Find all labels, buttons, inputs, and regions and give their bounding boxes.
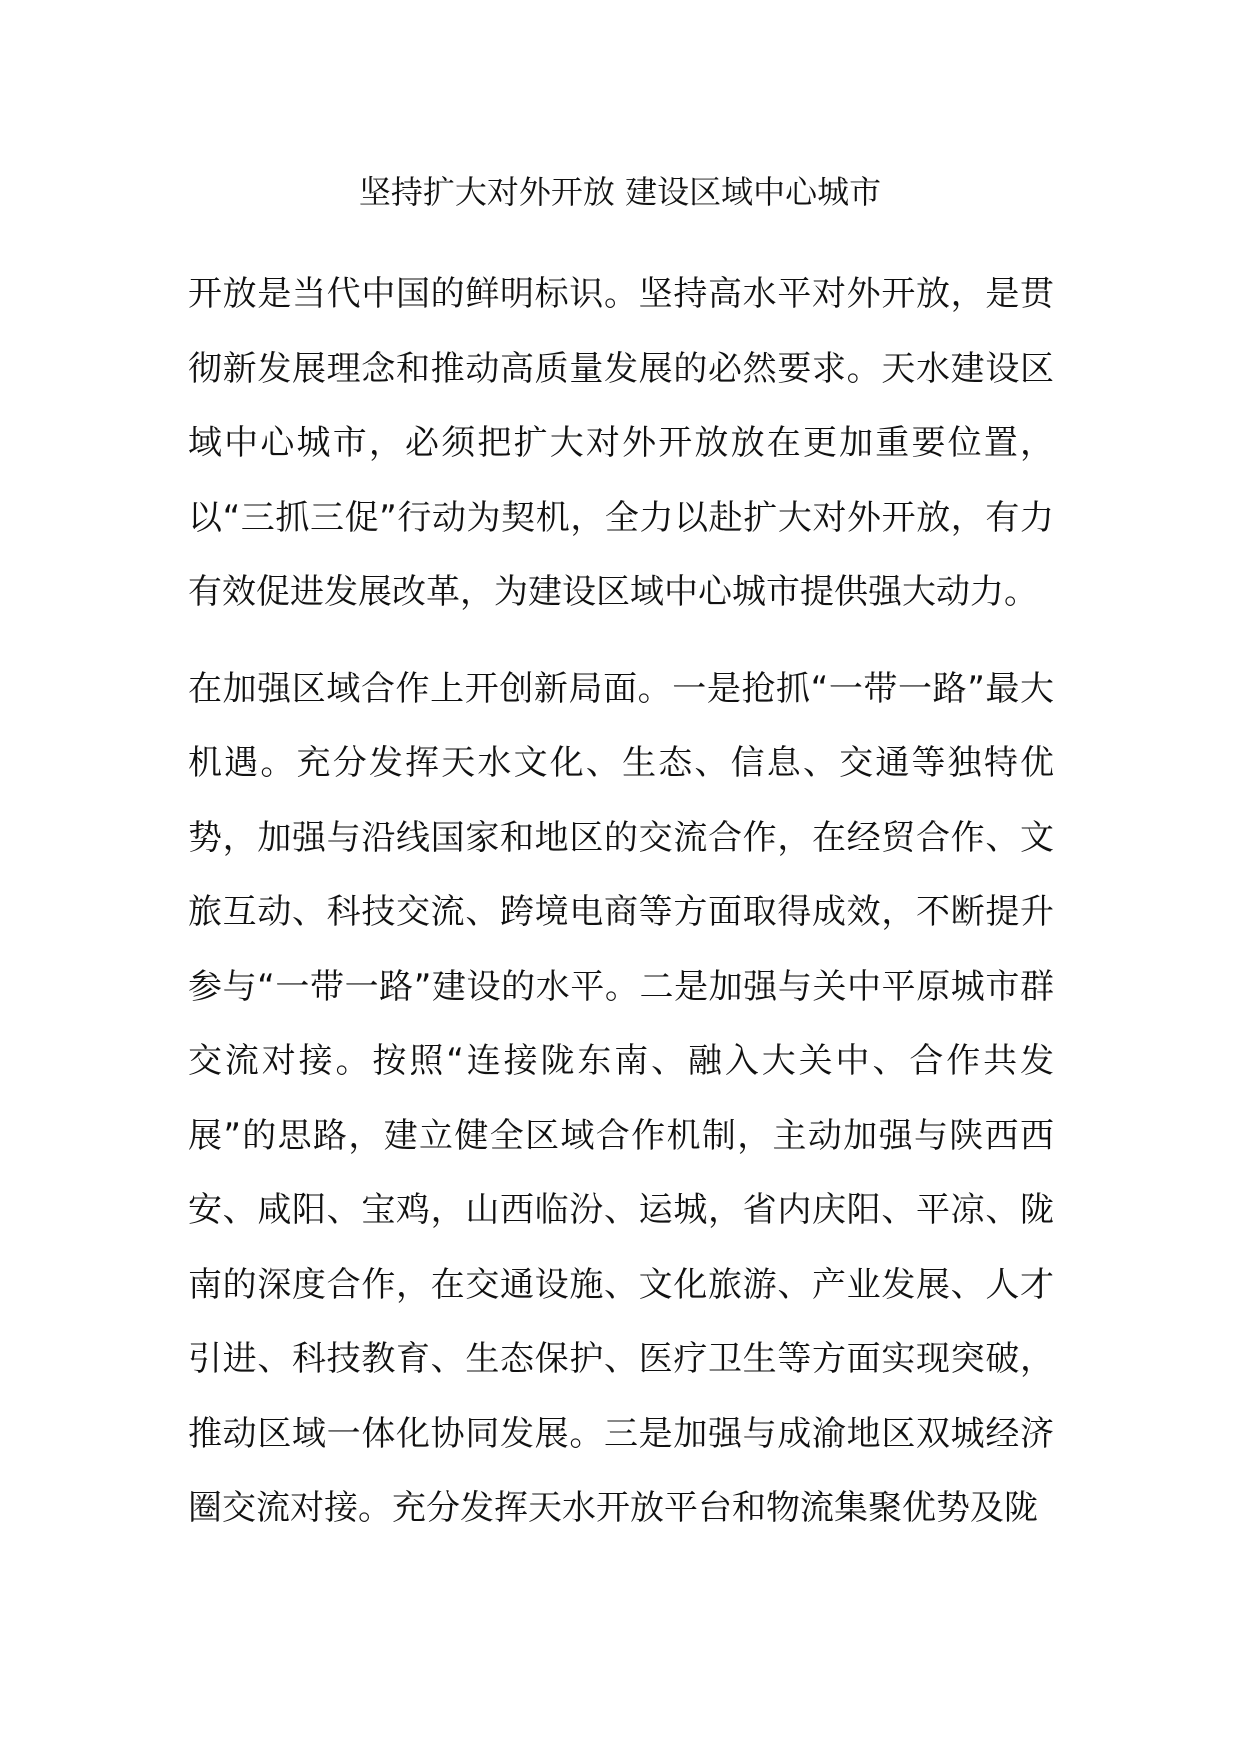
paragraph-2: 在加强区域合作上开创新局面。一是抢抓“一带一路”最大机遇。充分发挥天水文化、生态、信息、交通等独特优势，加强与沿线国家和地区的交流合作，在经贸合作、文旅互动、科技交流、跨境电商等方面取得成效，不断提升参与“一带一路”建设的水平。二是加强与关中平原城市群交流对接。按照“连接陇东南、融入大关中、合作共发展”的思路，建立健全区域合作机制，主动加强与陕西西安、咸阳、宝鸡，山西临汾、运城，省内庆阳、平凉、陇南的深度合作，在交通设施、文化旅游、产业发展、人才引进、科技教育、生态保护、医疗卫生等方面实现突破，推动区域一体化协同发展。三是加强与成渝地区双城经济圈交流对接。充分发挥天水开放平台和物流集聚优势及陇 <box>188 668 1054 1528</box>
paragraph-1: 开放是当代中国的鲜明标识。坚持高水平对外开放，是贯彻新发展理念和推动高质量发展的必然要求。天水建设区域中心城市，必须把扩大对外开放放在更加重要位置，以“三抓三促”行动为契机，全力以赴扩大对外开放，有力有效促进发展改革，为建设区域中心城市提供强大动力。 <box>188 274 1054 612</box>
document-title: 坚持扩大对外开放 建设区域中心城市 <box>358 173 882 211</box>
document-body <box>188 257 1054 1568</box>
